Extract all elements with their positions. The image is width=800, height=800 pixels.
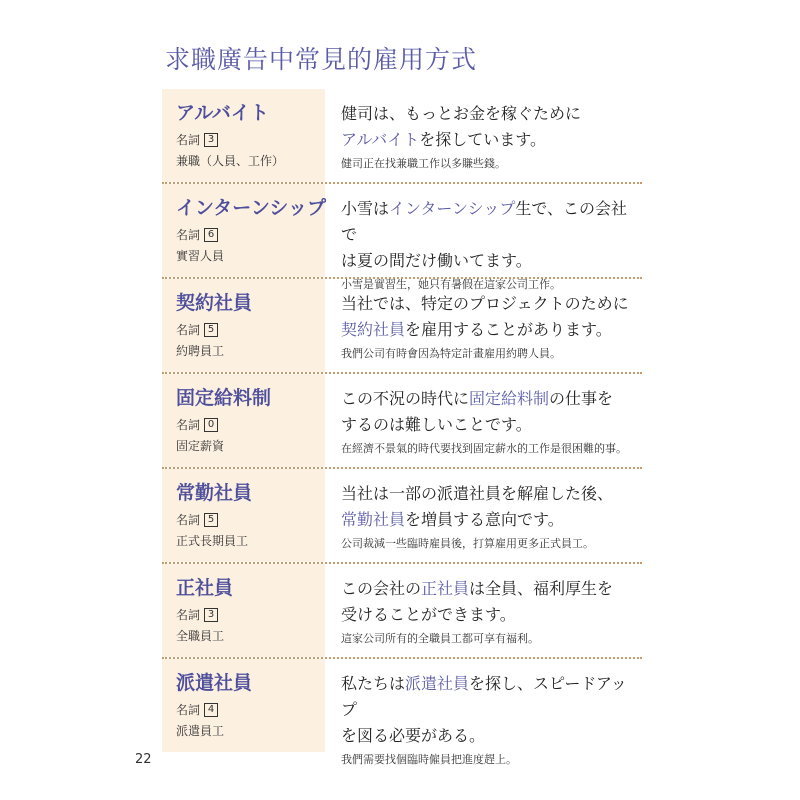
term-meaning: 兼職（人員、工作）	[176, 154, 285, 168]
example-highlight: インターンシップ	[389, 199, 516, 218]
example-text: を増員する意向です。	[405, 510, 564, 529]
part-of-speech	[176, 416, 325, 433]
example-highlight: 正社員	[421, 579, 470, 598]
accent-badge: 5	[204, 513, 218, 527]
term-word: 固定給料制	[176, 387, 272, 409]
example-cell	[325, 184, 642, 291]
accent-badge: 3	[204, 133, 218, 147]
term-meaning: 約聘員工	[176, 344, 225, 358]
example-japanese	[341, 481, 642, 533]
example-translation: 小雪是實習生，她只有暑假在這家公司工作。	[341, 278, 561, 291]
example-text: 健司は、もっとお金を稼ぐために	[341, 104, 582, 123]
vocab-row	[162, 89, 642, 184]
example-japanese	[341, 386, 642, 438]
part-of-speech	[176, 511, 325, 528]
example-cell	[325, 659, 642, 766]
example-cell	[325, 89, 642, 182]
pos-label: 名詞	[176, 323, 201, 337]
vocab-row	[162, 279, 642, 374]
term-word: 派遣社員	[176, 672, 253, 694]
example-text: 小雪は	[341, 199, 390, 218]
term-meaning: 實習人員	[176, 249, 225, 263]
vocabulary-table	[162, 89, 642, 766]
term-cell	[162, 89, 325, 182]
term-meaning: 派遣員工	[176, 724, 225, 738]
example-translation: 我們公司有時會因為特定計畫雇用約聘人員。	[341, 347, 561, 360]
example-text: は全員、福利厚生を	[469, 579, 614, 598]
term-cell	[162, 564, 325, 657]
example-text: するのは難しいことです。	[341, 415, 532, 434]
term-word: 正社員	[176, 577, 234, 599]
example-text: この会社の	[341, 579, 422, 598]
example-text: 当社は一部の派遣社員を解雇した後、	[341, 484, 614, 503]
example-text: 当社では、特定のプロジェクトのために	[341, 294, 629, 313]
pos-label: 名詞	[176, 608, 201, 622]
example-translation: 我們需要找個臨時僱員把進度趕上。	[341, 753, 517, 766]
accent-badge: 5	[204, 323, 218, 337]
example-text: 私たちは	[341, 674, 406, 693]
example-text: 受けることができます。	[341, 605, 516, 624]
pos-label: 名詞	[176, 703, 201, 717]
example-translation: 健司正在找兼職工作以多賺些錢。	[341, 157, 506, 170]
example-text: この不況の時代に	[341, 389, 470, 408]
term-cell	[162, 184, 325, 277]
example-japanese	[341, 576, 642, 628]
term-meaning: 固定薪資	[176, 439, 225, 453]
example-translation: 這家公司所有的全職員工都可享有福利。	[341, 632, 539, 645]
example-japanese	[341, 101, 642, 153]
example-text: を雇用することがあります。	[405, 320, 612, 339]
page-title: 求職廣告中常見的雇用方式	[165, 45, 478, 74]
example-text: を図る必要がある。	[341, 726, 486, 745]
term-word: インターンシップ	[176, 197, 327, 219]
accent-badge: 6	[204, 228, 218, 242]
example-text: を探し、スピードアップ	[341, 674, 627, 719]
example-translation: 在經濟不景氣的時代要找到固定薪水的工作是很困難的事。	[341, 442, 627, 455]
example-text: を探しています。	[419, 130, 546, 149]
vocab-row	[162, 374, 642, 469]
term-word: 契約社員	[176, 292, 253, 314]
example-translation: 公司裁減一些臨時雇員後，打算雇用更多正式員工。	[341, 537, 594, 550]
pos-label: 名詞	[176, 228, 201, 242]
term-cell	[162, 374, 325, 467]
vocab-row	[162, 469, 642, 564]
vocab-row	[162, 659, 642, 766]
part-of-speech	[176, 701, 325, 718]
example-highlight: 常勤社員	[341, 510, 406, 529]
pos-label: 名詞	[176, 513, 201, 527]
pos-label: 名詞	[176, 133, 201, 147]
example-text: は夏の間だけ働いてます。	[341, 251, 532, 270]
example-cell	[325, 279, 642, 372]
example-highlight: 契約社員	[341, 320, 406, 339]
example-cell	[325, 374, 642, 467]
part-of-speech	[176, 226, 325, 243]
example-highlight: 固定給料制	[469, 389, 550, 408]
term-word: 常勤社員	[176, 482, 253, 504]
vocab-row	[162, 184, 642, 291]
example-text: 生で、この会社で	[341, 199, 628, 244]
example-text: の仕事を	[549, 389, 614, 408]
part-of-speech	[176, 321, 325, 338]
pos-label: 名詞	[176, 418, 201, 432]
example-japanese	[341, 291, 642, 343]
example-japanese	[341, 671, 642, 749]
vocab-row	[162, 564, 642, 659]
term-meaning: 正式長期員工	[176, 534, 249, 548]
example-highlight: アルバイト	[341, 130, 420, 149]
term-word: アルバイト	[176, 102, 269, 124]
example-cell	[325, 469, 642, 562]
example-japanese	[341, 196, 642, 274]
example-highlight: 派遣社員	[405, 674, 470, 693]
term-cell	[162, 279, 325, 372]
accent-badge: 3	[204, 608, 218, 622]
example-cell	[325, 564, 642, 657]
part-of-speech	[176, 606, 325, 623]
part-of-speech	[176, 131, 325, 148]
accent-badge: 4	[204, 703, 218, 717]
term-cell	[162, 469, 325, 562]
accent-badge: 0	[204, 418, 218, 432]
page-number: 22	[135, 752, 152, 767]
term-meaning: 全職員工	[176, 629, 225, 643]
term-cell	[162, 659, 325, 752]
